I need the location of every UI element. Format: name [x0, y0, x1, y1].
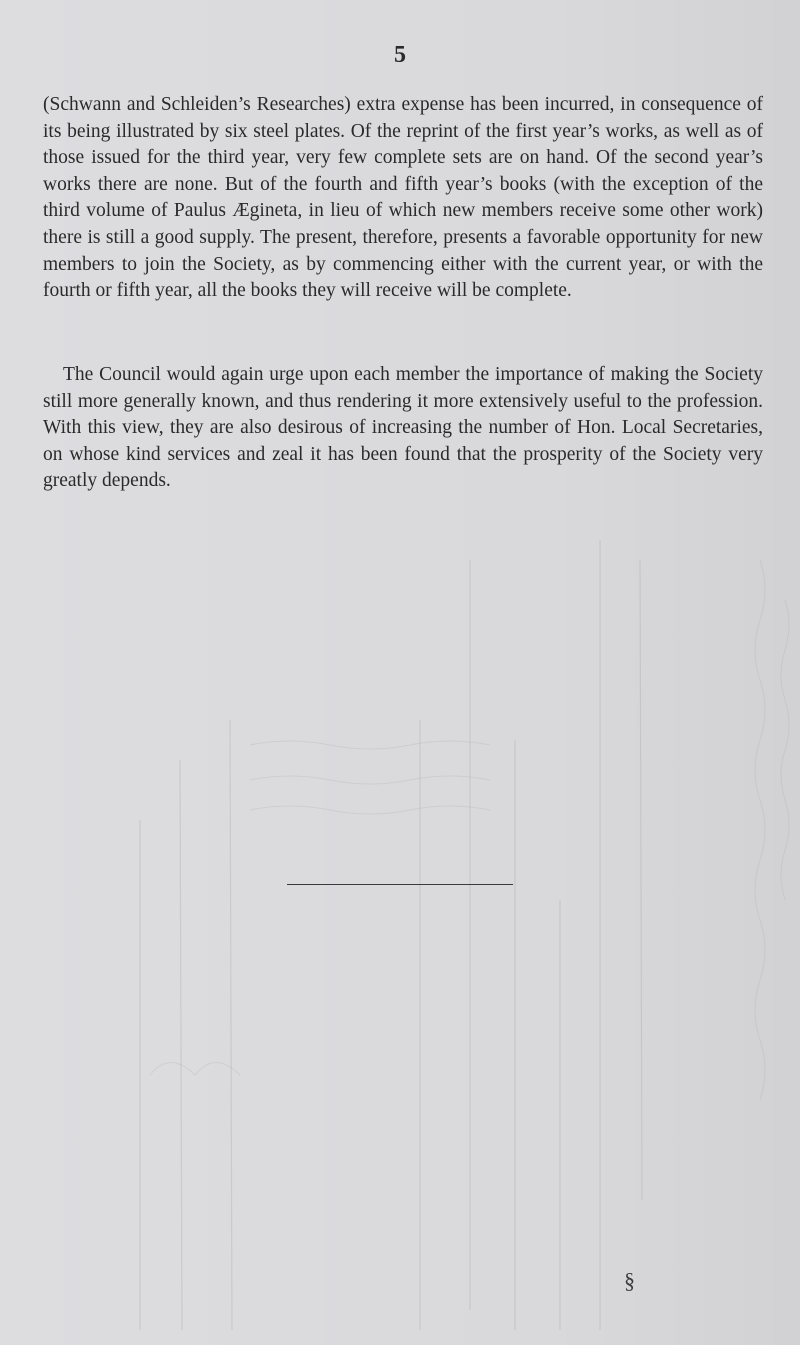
section-mark: § — [624, 1268, 635, 1293]
body-paragraph — [43, 362, 763, 495]
paragraph-text: (Schwann and Schleiden’s Researches) extra expense has been incurred, in consequence of its being illustrated by six steel plates. Of the reprint of the first year’s works, as well as of those issued for the third year, very few complete sets are on hand. Of the second year’s works there are none. But of the fourth and fifth year’s books (with the exception of the third volume of Paulus Ægineta, in lieu of which new members receive some other work) there is still a good supply. The present, therefore, presents a favorable opportunity for new members to join the Society, as by commencing either with the current year, or with the fourth or fifth year, all the books they will receive will be complete. — [43, 94, 763, 302]
body-paragraph — [43, 92, 763, 305]
section-divider-rule — [287, 884, 513, 885]
paragraph-text: The Council would again urge upon each member the importance of making the Society still more generally known, and thus rendering it more extensively useful to the profession. With this view, they are also desirous of increasing the number of Hon. Local Secretaries, on whose kind services and zeal it has been found that the prosperity of the Society very greatly depends. — [43, 364, 763, 492]
page-number: 5 — [394, 42, 406, 68]
